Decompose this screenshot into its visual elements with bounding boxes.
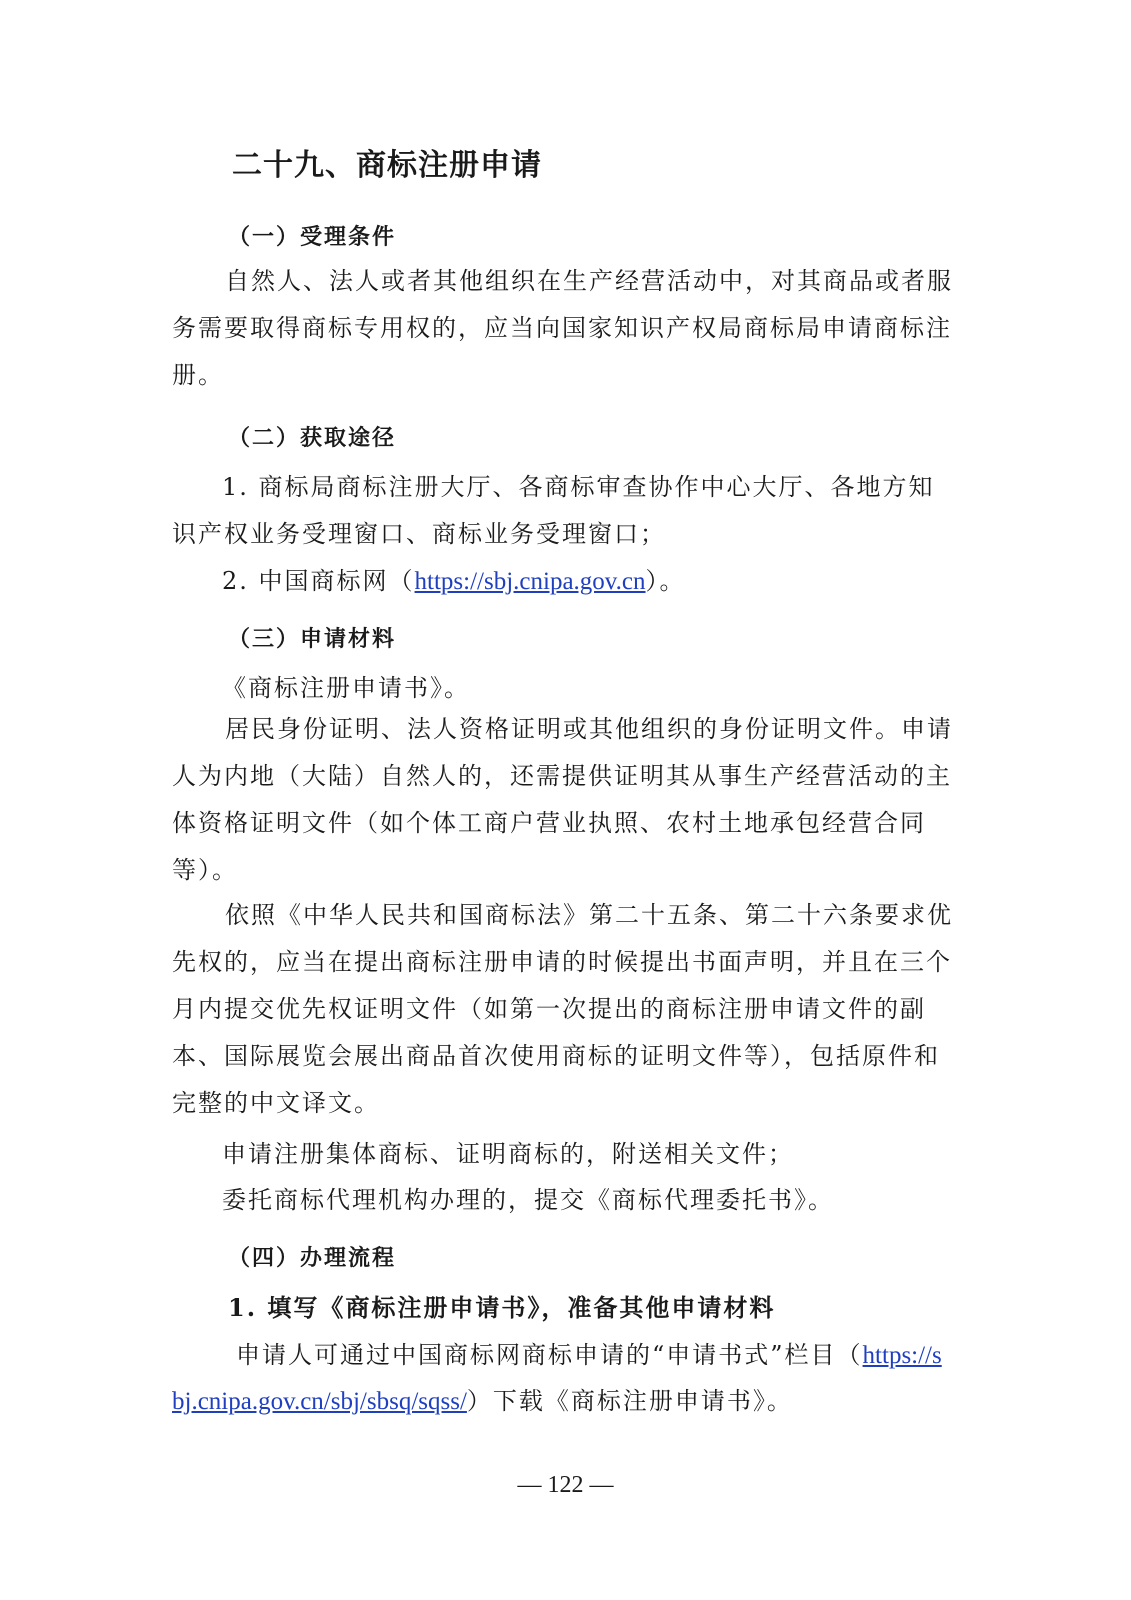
access-channel-item-1-line-2: 识产权业务受理窗口、商标业务受理窗口； (172, 520, 666, 548)
section-heading-access-channels: （二）获取途径 (228, 426, 397, 451)
process-step-1-text-line-2: bj.cnipa.gov.cn/sbj/sbsq/sqss/）下载《商标注册申请书》。 (172, 1387, 793, 1415)
section-heading-application-materials: （三）申请材料 (228, 627, 397, 652)
section-heading-process: （四）办理流程 (228, 1246, 397, 1271)
access-channel-item-1-line-1: 1. 商标局商标注册大厅、各商标审查协作中心大厅、各地方知 (222, 473, 935, 501)
materials-priority-paragraph: 依照《中华人民共和国商标法》第二十五条、第二十六条要求优先权的，应当在提出商标注册申请的时候提出书面声明，并且在三个月内提交优先权证明文件（如第一次提出的商标注册申请文件的副本、国际展览会展出商品首次使用商标的证明文件等），包括原件和完整的中文译文。 (172, 901, 953, 1117)
materials-agency-entrustment: 委托商标代理机构办理的，提交《商标代理委托书》。 (222, 1186, 834, 1214)
cnipa-trademark-website-link[interactable]: https://sbj.cnipa.gov.cn (414, 568, 646, 595)
materials-item-application-form: 《商标注册申请书》。 (222, 674, 470, 702)
materials-identity-paragraph: 居民身份证明、法人资格证明或其他组织的身份证明文件。申请人为内地（大陆）自然人的，还需提供证明其从事生产经营活动的主体资格证明文件（如个体工商户营业执照、农村土地承包经营合同等）。 (172, 715, 953, 884)
application-form-download-link-part-1[interactable]: https://s (862, 1342, 942, 1369)
acceptance-conditions-paragraph: 自然人、法人或者其他组织在生产经营活动中，对其商品或者服务需要取得商标专用权的，应当向国家知识产权局商标局申请商标注册。 (172, 267, 953, 389)
application-form-download-link-part-2[interactable]: bj.cnipa.gov.cn/sbj/sbsq/sqss/ (172, 1388, 467, 1415)
page-number: — 122 — (517, 1472, 614, 1498)
process-step-1-text-line-1: 申请人可通过中国商标网商标申请的“申请书式”栏目（https://s (236, 1341, 942, 1369)
page-title: 二十九、商标注册申请 (232, 148, 542, 183)
access-channel-item-2: 2. 中国商标网（https://sbj.cnipa.gov.cn）。 (222, 567, 686, 595)
materials-collective-marks: 申请注册集体商标、证明商标的，附送相关文件； (222, 1140, 794, 1168)
section-heading-acceptance-conditions: （一）受理条件 (228, 225, 397, 250)
process-step-1-title: 1. 填写《商标注册申请书》，准备其他申请材料 (228, 1293, 776, 1322)
